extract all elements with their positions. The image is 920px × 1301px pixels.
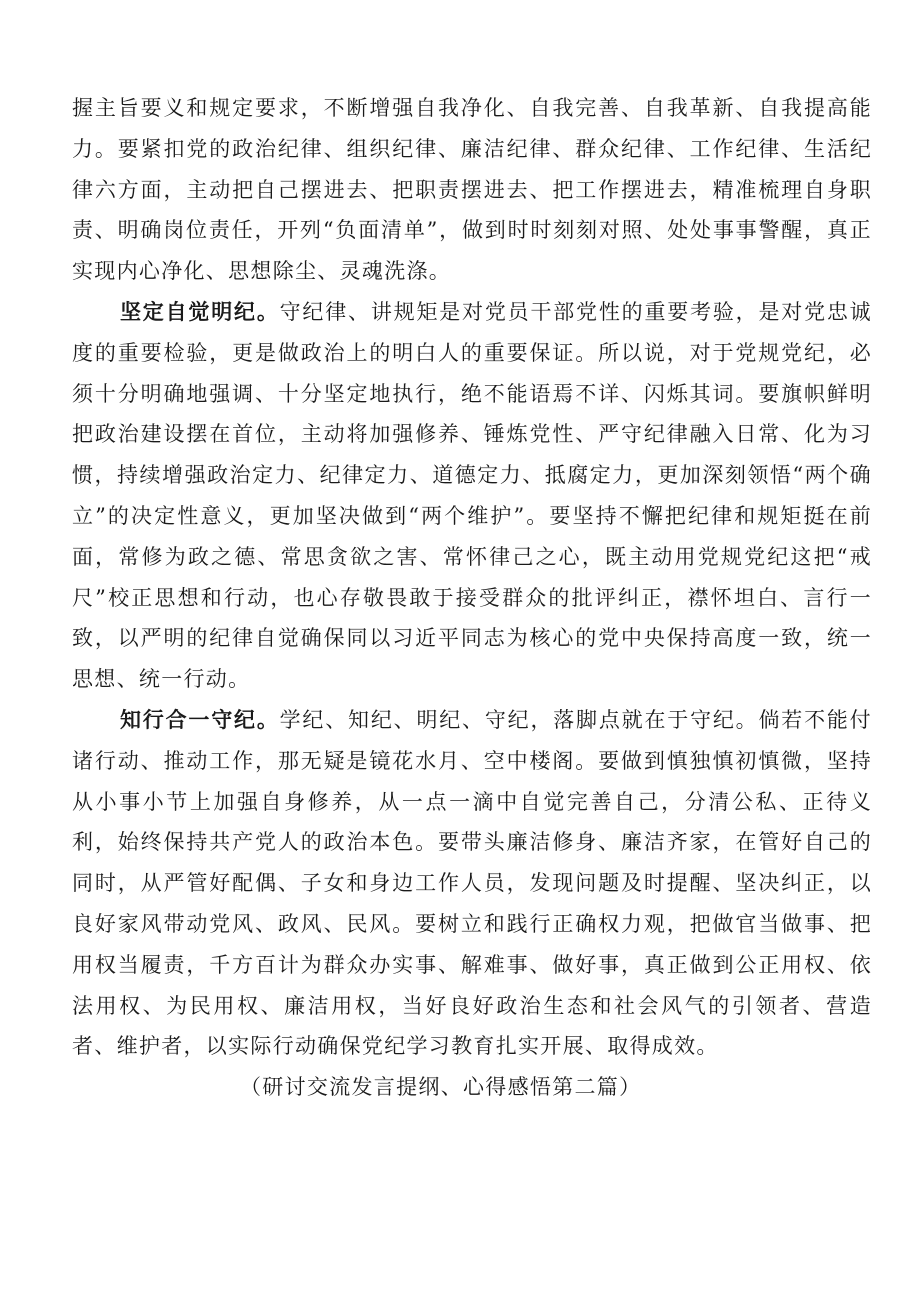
closing-note: （研讨交流发言提纲、心得感悟第二篇） — [240, 1075, 642, 1100]
document-page — [72, 88, 872, 1108]
paragraph-3-heading: 知行合一守纪。 — [120, 707, 280, 732]
paragraph-3-text: 学纪、知纪、明纪、守纪，落脚点就在于守纪。倘若不能付诸行动、推动工作，那无疑是镜花水月、空中楼阁。要做到慎独慎初慎微，坚持从小事小节上加强自身修养，从一点一滴中自觉完善自己，分清公私、正待义利，始终保持共产党人的政治本色。要带头廉洁修身、廉洁齐家，在管好自己的同时，从严管好配偶、子女和身边工作人员，发现问题及时提醒、坚决纠正，以良好家风带动党风、政风、民风。要树立和践行正确权力观，把做官当做事、把用权当履责，千方百计为群众办实事、解难事、做好事，真正做到公正用权、依法用权、为民用权、廉洁用权，当好良好政治生态和社会风气的引领者、营造者、维护者，以实际行动确保党纪学习教育扎实开展、取得成效。 — [72, 707, 872, 1059]
paragraph-2 — [72, 292, 872, 700]
paragraph-2-heading: 坚定自觉明纪。 — [120, 299, 280, 324]
paragraph-1 — [72, 88, 872, 292]
paragraph-1-text: 握主旨要义和规定要求，不断增强自我净化、自我完善、自我革新、自我提高能力。要紧扣党的政治纪律、组织纪律、廉洁纪律、群众纪律、工作纪律、生活纪律六方面，主动把自己摆进去、把职责摆进去、把工作摆进去，精准梳理自身职责、明确岗位责任，开列“负面清单”，做到时时刻刻对照、处处事事警醒，真正实现内心净化、思想除尘、灵魂洗涤。 — [72, 96, 872, 284]
paragraph-2-text: 守纪律、讲规矩是对党员干部党性的重要考验，是对党忠诚度的重要检验，更是做政治上的明白人的重要保证。所以说，对于党规党纪，必须十分明确地强调、十分坚定地执行，绝不能语焉不详、闪烁其词。要旗帜鲜明把政治建设摆在首位，主动将加强修养、锤炼党性、严守纪律融入日常、化为习惯，持续增强政治定力、纪律定力、道德定力、抵腐定力，更加深刻领悟“两个确立”的决定性意义，更加坚决做到“两个维护”。要坚持不懈把纪律和规矩挺在前面，常修为政之德、常思贪欲之害、常怀律己之心，既主动用党规党纪这把“戒尺”校正思想和行动，也心存敬畏敢于接受群众的批评纠正，襟怀坦白、言行一致，以严明的纪律自觉确保同以习近平同志为核心的党中央保持高度一致，统一思想、统一行动。 — [72, 299, 872, 692]
paragraph-3 — [72, 700, 872, 1067]
